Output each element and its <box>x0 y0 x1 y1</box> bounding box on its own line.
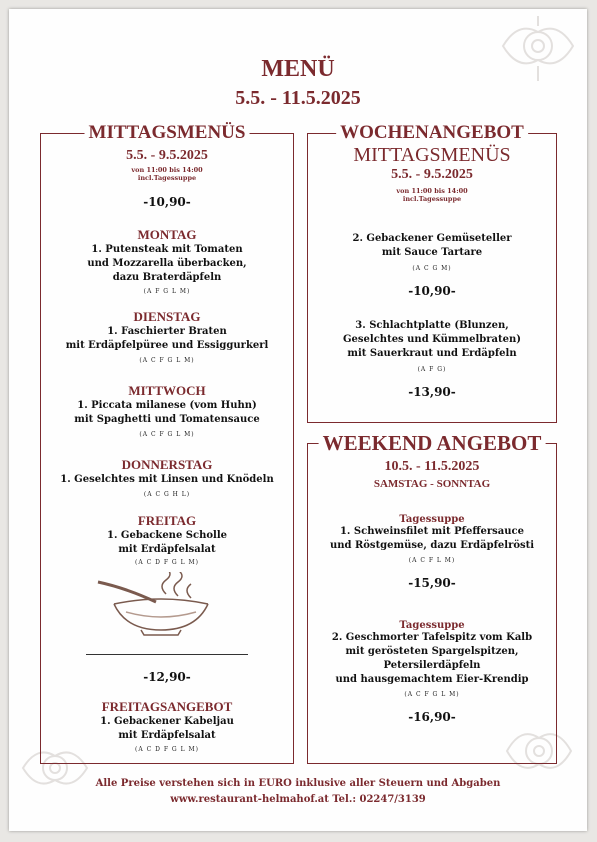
dish-line: 2. Geschmorter Tafelspitz vom Kalb <box>331 632 533 643</box>
dish-line: und Mozzarella überbacken, <box>87 258 247 269</box>
price: -15,90- <box>408 576 456 590</box>
dish-line: mit Spaghetti und Tomatensauce <box>74 414 260 425</box>
weekend-days: SAMSTAG - SONNTAG <box>373 478 491 490</box>
weekly-item <box>308 232 556 298</box>
weekend-title: WEEKEND ANGEBOT <box>319 431 546 456</box>
page-dates: 5.5. - 11.5.2025 <box>235 87 361 109</box>
soup-label: Tagessuppe <box>399 514 465 525</box>
weekend-item <box>308 620 556 724</box>
weekly-offer-box <box>307 122 557 423</box>
price: -10,90- <box>143 195 191 209</box>
dish-line: 1. Piccata milanese (vom Huhn) <box>77 400 257 411</box>
weekend-dates: 10.5. - 11.5.2025 <box>384 459 480 474</box>
allergens: (A C G H L) <box>143 491 191 498</box>
day-thursday <box>41 457 293 498</box>
steaming-bowl-illustration <box>96 572 226 637</box>
weekly-hours: von 11:00 bis 14:00 <box>396 187 468 195</box>
allergens: (A C D F G L M) <box>135 559 199 566</box>
allergens: (A C F G L M) <box>139 357 195 364</box>
menu-page <box>9 9 587 831</box>
footer-note: Alle Preise verstehen sich in EURO inklusive aller Steuern und Abgaben <box>95 778 501 789</box>
weekly-dates: 5.5. - 9.5.2025 <box>391 167 473 182</box>
dish-line: 1. Gebackener Kabeljau <box>100 716 234 727</box>
allergens: (A C G M) <box>412 265 452 272</box>
dish-line: mit gerösteten Spargelspitzen, <box>345 646 519 657</box>
day-name: DONNERSTAG <box>121 457 213 472</box>
dish-line: 3. Schlachtplatte (Blunzen, <box>355 320 509 331</box>
day-name: FREITAG <box>137 513 197 528</box>
dish-line: 1. Putensteak mit Tomaten <box>91 244 243 255</box>
dish-line: dazu Braterdäpfeln <box>112 272 222 283</box>
lunch-hours: von 11:00 bis 14:00 <box>131 166 203 174</box>
day-tuesday <box>41 309 293 364</box>
dish-line: Petersilerdäpfeln <box>383 660 481 671</box>
day-friday <box>41 513 293 566</box>
dish-line: 1. Geselchtes mit Linsen und Knödeln <box>60 474 274 485</box>
day-monday <box>41 227 293 295</box>
dish-line: und Röstgemüse, dazu Erdäpfelrösti <box>329 540 535 551</box>
day-name: MONTAG <box>137 227 197 242</box>
weekly-subtitle: MITTAGSMENÜS <box>353 144 511 166</box>
dish-line: 1. Schweinsfilet mit Pfeffersauce <box>339 526 525 537</box>
lunch-incl: incl.Tagessuppe <box>137 174 197 182</box>
dish-line: Geselchtes und Kümmelbraten) <box>343 334 521 345</box>
day-wednesday <box>41 383 293 438</box>
day-name: DIENSTAG <box>133 309 201 324</box>
offer-name: FREITAGSANGEBOT <box>101 699 233 714</box>
price: -16,90- <box>408 710 456 724</box>
lunch-dates: 5.5. - 9.5.2025 <box>126 148 208 163</box>
weekend-offer-box <box>307 431 557 764</box>
lunch-menu-title: MITTAGSMENÜS <box>85 122 250 144</box>
weekly-item <box>308 319 556 399</box>
allergens: (A C D F G L M) <box>135 746 199 753</box>
dish-line: 1. Faschierter Braten <box>107 326 227 337</box>
dish-line: mit Erdäpfelsalat <box>118 730 216 741</box>
weekly-offer-title: WOCHENANGEBOT <box>336 122 528 144</box>
divider <box>86 654 248 655</box>
day-name: MITTWOCH <box>128 383 206 398</box>
lunch-menu-box <box>40 122 294 764</box>
dish-line: mit Erdäpfelpüree und Essiggurkerl <box>65 340 269 351</box>
footer-contact[interactable]: www.restaurant-helmahof.at Tel.: 02247/3139 <box>170 794 426 805</box>
allergens: (A F G L M) <box>143 288 191 295</box>
allergens: (A C F L M) <box>408 557 456 564</box>
allergens: (A C F G L M) <box>139 431 195 438</box>
dish-line: 2. Gebackener Gemüseteller <box>352 233 512 244</box>
allergens: (A F G) <box>417 366 447 373</box>
dish-line: und hausgemachtem Eier-Krendip <box>335 674 529 685</box>
page-title: MENÜ <box>261 56 335 82</box>
dish-line: mit Erdäpfelsalat <box>118 544 216 555</box>
friday-offer <box>41 699 293 753</box>
weekly-incl: incl.Tagessuppe <box>402 195 462 203</box>
allergens: (A C F G L M) <box>404 691 460 698</box>
dish-line: mit Sauce Tartare <box>381 247 483 258</box>
price: -12,90- <box>143 670 191 684</box>
dish-line: 1. Gebackene Scholle <box>107 530 227 541</box>
dish-line: mit Sauerkraut und Erdäpfeln <box>347 348 517 359</box>
soup-label: Tagessuppe <box>399 620 465 631</box>
weekend-item <box>308 514 556 590</box>
price: -10,90- <box>408 284 456 298</box>
price: -13,90- <box>408 385 456 399</box>
